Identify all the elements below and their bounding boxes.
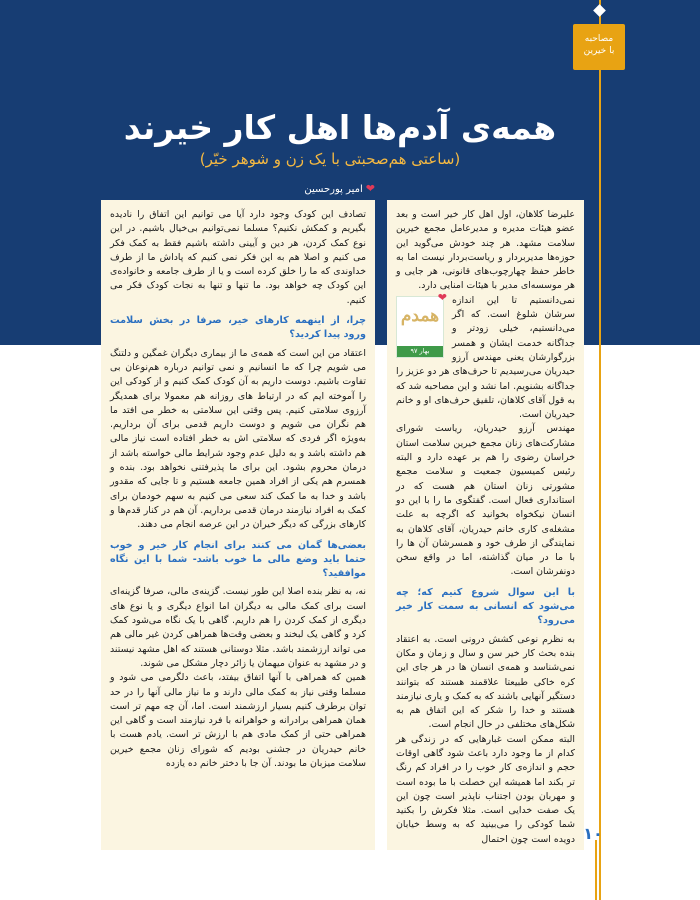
question-heading: چرا، از اینهمه کارهای خیر، صرفا در بخش سلامت ورود پیدا کردید؟ (110, 315, 366, 341)
left-para-2: اعتقاد من این است که همه‌ی ما از بیماری دیگران غمگین و دلتنگ می شویم چرا که ما انسانیم و نمی توانیم درباره هم‌نوعان بی تفاوت باشیم. دوست داریم به آن کودک کمک کنیم و از کودکی این را آموخته ایم که در ارتباط های روزانه هم معمولا برای همدیگر آرزوی سلامتی کنیم. پس وقتی این سلامتی به خطر می افتد ما هم نگران می شویم و دوست داریم قدمی برای آن برداریم. به‌ویژه اگر فردی که سلامتی اش به خطر افتاده است نیاز مالی هم داشته باشد و به دلیل عدم وجود شرایط مالی خواسته باشد از درمان محروم بشود. این برای ما پذیرفتنی نخواهد بود. بنده و همسرم هم یکی از افراد همین جامعه هستیم و تا جایی که مقدور باشد و خدا به ما کمک کند سعی می کنیم به سهم خودمان برای کمک به افراد نیازمند درمان قدمی برداریم. آن هم در کنار قدم‌ها و کارهای بزرگی که دیگر خیران در این عرصه انجام می دهند. (110, 347, 366, 531)
right-para-3: مهندس آرزو حیدریان، ریاست شورای مشارکت‌های زنان مجمع خیرین سلامت استان خراسان رضوی را هم بر عهده دارد و البته رئیس کمیسیون جمعیت و سلامت مجمع مشورتی زنان استان هم هست که در استانداری فعال است. گفتگوی ما را با این دو انسان نیکخواه بخوانید که اگرچه به علت مشغله‌ی کاری خانم حیدریان، آقای کلاهان به نمایندگی از طرف خود و همسرشان آن ها را با ما در میان گذاشته، اما در واقع سخن دونفرشان است. (396, 423, 575, 578)
left-para-3: نه، به نظر بنده اصلا این طور نیست. گزینه‌ی مالی، صرفا گزینه‌ای است برای کمک مالی به دیگران اما انواع دیگری و یا نوع های دیگری از کمک کردن را هم داریم. گاهی با یک نگاه می‌شود کمک کرد و گاهی یک لبخند و بعضی وقت‌ها همراهی کردن غیر مالی هم می تواند ارزشمند باشد. مثلا دوستانی هستند که اهل مشهد نیستند و در مشهد به عنوان میهمان یا زائر دچار مشکل می شوند. (110, 586, 366, 669)
right-para-5: البته ممکن است غبارهایی که در زندگی هر کدام از ما وجود دارد باعث شود گاهی اوقات حجم و اندازه‌ی کار خوب را در افراد کم رنگ تر بکند اما همیشه این خصلت با ما بوده است و مهربان بودن اجتناب ناپذیر است چون این یک صفت خدایی است. مثلا فکرش را بکنید شما کودکی را می‌بینید که به وسط خیابان دویده است چون احتمال (396, 733, 575, 845)
article-subtitle: (ساعتی هم‌صحبتی با یک زن و شوهر خیّر) (199, 150, 461, 168)
article-title: همه‌ی آدم‌ها اهل کار خیرند (123, 108, 557, 147)
section-tag-line2: با خیرین (583, 46, 615, 56)
right-column (387, 200, 584, 850)
right-para-4: به نظرم نوعی کشش درونی است. به اعتقاد بنده بحث کار خیر سن و سال و زمان و مکان نمی‌شناسد و همه‌ی انسان ها در هر جای این کره خاکی طبیعتا علاقمند هستند که بتوانند دستگیر آنهایی باشند که به کمک و یاری نیازمند هستند و خدا را شکر که این اتفاق هم به شکل‌های مختلفی در حال انجام است. (396, 633, 575, 731)
question-heading: با این سوال شروع کنیم که؛ چه می‌شود که انسانی به سمت کار خیر می‌رود؟ (396, 586, 575, 627)
magazine-badge (396, 290, 447, 358)
section-tag-line1: مصاحبه (584, 34, 614, 44)
question-heading: بعضی‌ها گمان می کنند برای انجام کار خیر و خوب حتما باید وضع مالی ما خوب باشد- شما با این نگاه موافقید؟ (110, 539, 366, 580)
section-tag (573, 24, 625, 70)
right-para-2: نمی‌دانستیم تا این اندازه سرشان شلوغ است. که اگر می‌دانستیم، خیلی زودتر و جداگانه خدمت ایشان و همسر بزرگوارشان یعنی مهندس آرزو حیدریان می‌رسیدیم تا حرف‌های هر دو عزیز را جداگانه بشنویم. اما نشد و این مصاحبه شد که به قول آقای کلاهان، تلفیق حرف‌های او و خانم حیدریان است. (396, 294, 575, 421)
right-para-1: علیرضا کلاهان، اول اهل کار خیر است و بعد عضو هیئات مدیره و مدیرعامل مجمع خیرین سلامت مشهد. هر چند خودش می‌گوید این حوزه‌ها مدیربردار و ریاست‌بردار نیست اما به خاطر حفظ چهارچوب‌های قانونی، هر جایی و هر موسسه‌ای مدیر با هیئات امنایی دارد. (396, 209, 575, 292)
accent-rule-bottom (595, 840, 597, 900)
badge-word: همدم (400, 305, 440, 326)
left-para-1: تصادف این کودک وجود دارد آیا می توانیم این اتفاق را نادیده بگیریم و کمکش نکنیم؟ مسلما نمی‌توانیم بی‌خیال باشیم. در این نوع کمک کردن، هر دین و آیینی داشته باشیم فقط به کمک فکر می کنیم و اصلا هم به این فکر نمی کنیم که پاداش ما از طرف خداوندی که ما را خلق کرده است و یا از طرف جامعه و خانواده‌ی این کودک چه خواهد بود. ما تنها و تنها به نجات کودک فکر می کنیم. (110, 209, 366, 306)
author-name: امیر پورحسین (304, 184, 363, 195)
badge-date: بهار ۹۷ (397, 346, 443, 357)
left-para-4: همین که همراهی با آنها اتفاق بیفتد، باعث دلگرمی می شود و مسلما وقتی نیاز به کمک مالی دارند و ما نیاز مالی آنها را در حد توان برطرف کنیم بسیار ارزشمند است. اما، آن چه مهم تر است همان همراهی برادرانه و خواهرانه با فرد نیازمند است و گاهی این همراهی حتی از کمک مادی هم با ارزش تر است. یادم هست با خانم حیدریان در جشنی بودیم که شورای زنان مجمع خیرین سلامت میزبان ما بودند. آن جا با دختر خانم ده یازده (110, 672, 366, 769)
page-number: ۱۰ (583, 824, 603, 843)
author-byline (100, 182, 375, 195)
heart-icon: ❤ (437, 290, 447, 304)
heart-icon: ❤ (365, 182, 375, 195)
left-column (101, 200, 375, 850)
